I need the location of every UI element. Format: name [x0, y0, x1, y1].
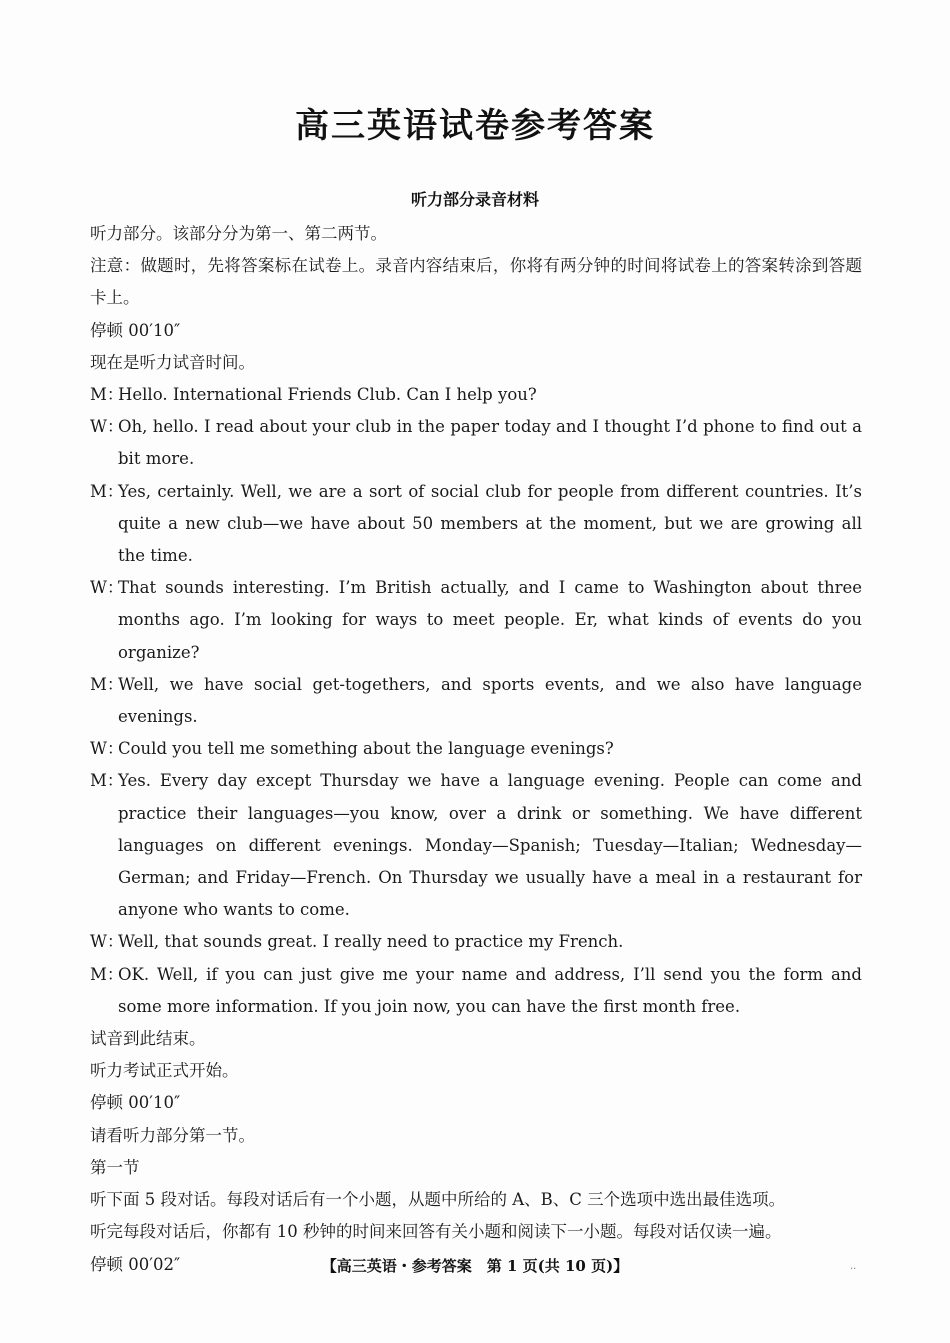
speaker-label: M：: [90, 385, 124, 405]
utterance-text: Well, that sounds great. I really need to practice my French.: [118, 932, 624, 952]
speaker-label: W：: [90, 932, 124, 952]
exam-start-text: 听力考试正式开始。: [90, 1061, 239, 1081]
pause-marker: 停顿 00′02″: [90, 1254, 181, 1274]
section-name: 第一节: [90, 1157, 140, 1177]
utterance-text: Hello. International Friends Club. Can I help you?: [118, 385, 537, 405]
transcript-body: [90, 218, 862, 1281]
speaker-label: W：: [90, 417, 124, 437]
section-instruction: 听下面 5 段对话。每段对话后有一个小题，从题中所给的 A、B、C 三个选项中选出最佳选项。: [90, 1190, 786, 1210]
dialog-line: [90, 379, 862, 411]
intro-paragraph: 听力部分。该部分分为第一、第二两节。: [90, 224, 387, 243]
speaker-label: M：: [90, 674, 124, 694]
speaker-label: M：: [90, 771, 124, 791]
dialog-line: [90, 765, 862, 926]
footer-mark: ..: [850, 1261, 857, 1272]
pause-marker: 停顿 00′10″: [90, 1093, 181, 1113]
section-prompt-text: 请看听力部分第一节。: [90, 1125, 255, 1145]
speaker-label: M：: [90, 481, 124, 501]
dialog-line: [90, 572, 862, 669]
dialog-line: [90, 959, 862, 1023]
utterance-text: OK. Well, if you can just give me your name and address, I’ll send you the form and some more information. If you join now, you can have the first month free.: [118, 964, 862, 1016]
utterance-text: Oh, hello. I read about your club in the paper today and I thought I’d phone to find out a bit more.: [118, 417, 862, 469]
section-heading: 听力部分录音材料: [410, 190, 539, 209]
dialog-line: [90, 733, 862, 765]
speaker-label: M：: [90, 964, 124, 984]
dialog-line: [90, 411, 862, 475]
utterance-text: Yes. Every day except Thursday we have a language evening. People can come and practice their languages—you know, over a drink or something. We have different languages on different evenings. Monday—Spanish; Tuesday—Italian; Wednesday—German; and Friday—French. On Thursday we usually have a meal in a restaurant for anyone who wants to come.: [118, 771, 862, 920]
notice-paragraph: 注意：做题时，先将答案标在试卷上。录音内容结束后，你将有两分钟的时间将试卷上的答案转涂到答题卡上。: [90, 256, 862, 308]
speaker-label: W：: [90, 578, 124, 598]
utterance-text: Well, we have social get-togethers, and sports events, and we also have language evenings.: [118, 674, 862, 727]
pause-marker: 停顿 00′10″: [90, 320, 181, 340]
speaker-label: W：: [90, 739, 124, 759]
page-footer: 【高三英语・参考答案 第 1 页(共 10 页)】: [321, 1257, 629, 1275]
document-title: 高三英语试卷参考答案: [295, 106, 655, 146]
trial-start-text: 现在是听力试音时间。: [90, 352, 255, 372]
dialog-line: [90, 669, 862, 733]
section-instruction: 听完每段对话后，你都有 10 秒钟的时间来回答有关小题和阅读下一小题。每段对话仅读一遍。: [90, 1222, 782, 1242]
dialog-line: [90, 476, 862, 573]
trial-end-text: 试音到此结束。: [90, 1029, 206, 1049]
utterance-text: Yes, certainly. Well, we are a sort of social club for people from different countries. It’s quite a new club—we have about 50 members at the moment, but we are growing all the time.: [118, 481, 862, 566]
utterance-text: That sounds interesting. I’m British actually, and I came to Washington about three months ago. I’m looking for ways to meet people. Er, what kinds of events do you organize?: [118, 578, 862, 662]
utterance-text: Could you tell me something about the language evenings?: [118, 739, 614, 759]
dialog-line: [90, 926, 862, 958]
